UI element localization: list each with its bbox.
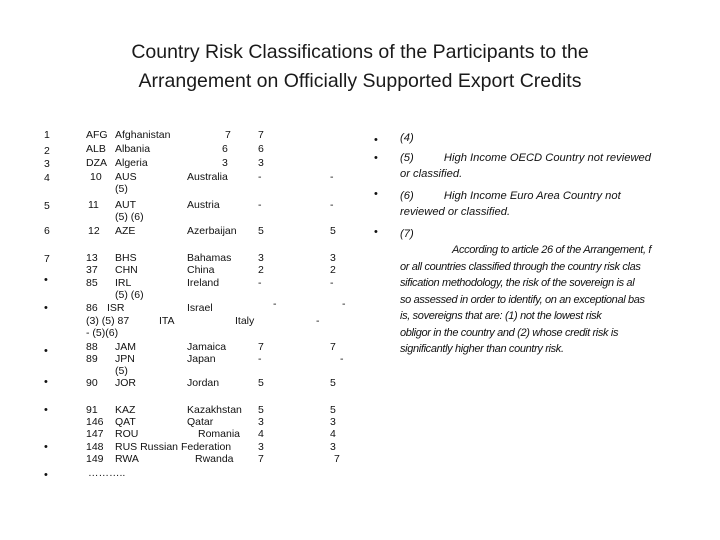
row-index: 2 [44,145,50,157]
country-name: Japan [187,353,216,365]
risk-class-prev: 3 [222,157,228,169]
row-number: 37 [86,264,98,276]
country-name: Israel [187,302,213,314]
country-code: BHS [115,252,137,264]
risk-class-prev: 3 [258,252,264,264]
country-code: AZE [115,225,136,237]
row-number: 86 [86,302,98,314]
row-number: 91 [86,404,98,416]
note-7-body [400,242,712,358]
country-code: DZA [86,157,107,169]
row-number: 88 [86,341,98,353]
row-number: 147 [86,428,104,440]
risk-class-curr: 5 [330,225,336,237]
country-code: AUT [115,199,136,211]
note-5-continuation: or classified. [400,168,463,180]
country-code: ITA [159,315,175,327]
slide-title [60,38,660,96]
country-code: ROU [115,428,139,440]
title-line-2: Arrangement on Officially Supported Export Credits [138,70,582,92]
risk-class-prev: 5 [258,404,264,416]
note-5-label: (5) [400,152,414,164]
risk-class-prev: 7 [258,341,264,353]
note-7-line: is, sovereigns that are: (1) not the lowest risk [400,310,602,322]
country-code: RWA [115,453,139,465]
risk-class-prev: - [258,277,262,289]
note-7-line: According to article 26 of the Arrangement, f [452,244,652,256]
country-name: Bahamas [187,252,232,264]
note-5-text: High Income OECD Country not reviewed [443,152,651,164]
bullet: • [44,274,48,286]
risk-class-curr: 5 [330,404,336,416]
row-number: 10 [90,171,102,183]
row-number: 13 [86,252,98,264]
risk-class-curr: 3 [330,252,336,264]
country-name: Algeria [115,157,148,169]
note-7-label: (7) [400,228,414,240]
row-index: 5 [44,200,50,212]
country-name: Australia [187,171,228,183]
risk-class-curr: 3 [330,416,336,428]
country-code: AUS [115,171,137,183]
risk-class-prev: 5 [258,377,264,389]
country-name: RUS Russian Federation [115,441,232,453]
risk-class-prev: 3 [258,441,264,453]
country-code: AFG [86,129,108,141]
footnote-ref: (5) [115,183,128,195]
country-name: China [187,264,215,276]
country-name: Austria [187,199,220,211]
risk-class-curr: 6 [258,143,264,155]
note-6 [400,188,621,205]
row-number: 148 [86,441,104,453]
risk-class-prev: 3 [258,416,264,428]
note-7-line: or all countries classified through the country risk clas [400,260,641,273]
country-name: Kazakhstan [187,404,242,416]
country-name: Afghanistan [115,129,171,141]
bullet: • [374,188,378,200]
bullet: • [374,226,378,238]
risk-class-curr: - [330,199,334,211]
risk-class-prev: 7 [225,129,231,141]
risk-class-curr: 7 [330,341,336,353]
risk-class-prev: 5 [258,225,264,237]
country-name: Rwanda [195,453,234,465]
row-number: 89 [86,353,98,365]
country-name: Jordan [187,377,220,389]
row-number: 149 [86,453,104,465]
bullet: • [374,152,378,164]
footnote-ref: (5) [115,365,128,377]
country-code: KAZ [115,404,136,416]
country-name: Qatar [187,416,214,428]
row-index: 6 [44,225,50,237]
risk-class-prev: - [258,199,262,211]
country-code: JAM [115,341,136,353]
row-number: 85 [86,277,98,289]
row-index: 7 [44,253,50,265]
country-code: ISR [107,302,125,314]
row-number: 11 [88,199,99,211]
row-index: 4 [44,172,50,184]
country-code: JOR [115,377,136,389]
row-number: 12 [88,225,100,237]
risk-class-curr: 4 [330,428,336,440]
country-code: JPN [115,353,135,365]
country-name: Italy [235,315,255,327]
note-7-line: so assessed in order to identify, on an exceptional bas [400,293,645,306]
risk-class-prev: - [316,315,320,327]
risk-class-prev: - [258,353,262,365]
country-name: Jamaica [187,341,227,353]
country-name: Ireland [187,277,220,289]
risk-class-prev: - [258,171,262,183]
risk-class-prev: - [273,298,277,310]
country-code: ALB [86,143,106,155]
country-name: Albania [115,143,151,155]
footnote-ref: (5) (6) [115,211,144,223]
note-6-label: (6) [400,190,414,202]
country-code: CHN [115,264,138,276]
risk-class-curr: 2 [330,264,336,276]
row-number: 146 [86,416,104,428]
country-code: IRL [115,277,132,289]
country-code: QAT [115,416,136,428]
note-7-line: obligor in the country and (2) whose credit risk is [400,326,619,339]
row-index: 1 [44,129,50,141]
row-number: 90 [86,377,98,389]
note-5 [400,150,651,167]
risk-class-curr: - [342,298,346,310]
note-6-continuation: reviewed or classified. [400,206,511,218]
bullet: • [44,441,48,453]
risk-class-curr: - [330,277,334,289]
row-index: 3 [44,158,50,170]
risk-class-prev: 2 [258,264,264,276]
note-6-text: High Income Euro Area Country not [443,190,621,202]
title-line-1: Country Risk Classifications of the Participants to the [131,41,589,63]
bullet: • [44,404,48,416]
country-name: Romania [198,428,241,440]
bullet: • [44,469,48,481]
row-number: (3) (5) 87 [86,315,130,327]
note-7-line: sification methodology, the risk of the sovereign is al [400,277,635,289]
bullet: • [374,134,378,146]
risk-class-curr: 3 [258,157,264,169]
bullet: • [44,376,48,388]
note-4: (4) [400,132,414,144]
risk-class-curr: - [340,353,344,365]
risk-class-curr: 7 [334,453,340,465]
risk-class-curr: - [330,171,334,183]
risk-class-curr: 7 [258,129,264,141]
country-name: Azerbaijan [187,225,237,237]
note-7-line: significantly higher than country risk. [400,343,564,355]
risk-class-prev: 7 [258,453,264,465]
risk-class-prev: 6 [222,143,228,155]
bullet: • [44,345,48,357]
footnote-ref: (5) (6) [115,289,144,301]
risk-class-curr: 3 [330,441,336,453]
bullet: • [44,302,48,314]
risk-class-prev: 4 [258,428,264,440]
footnote-ref: - (5)(6) [86,327,119,339]
risk-class-curr: 5 [330,377,336,389]
ellipsis: ……….. [88,467,126,479]
